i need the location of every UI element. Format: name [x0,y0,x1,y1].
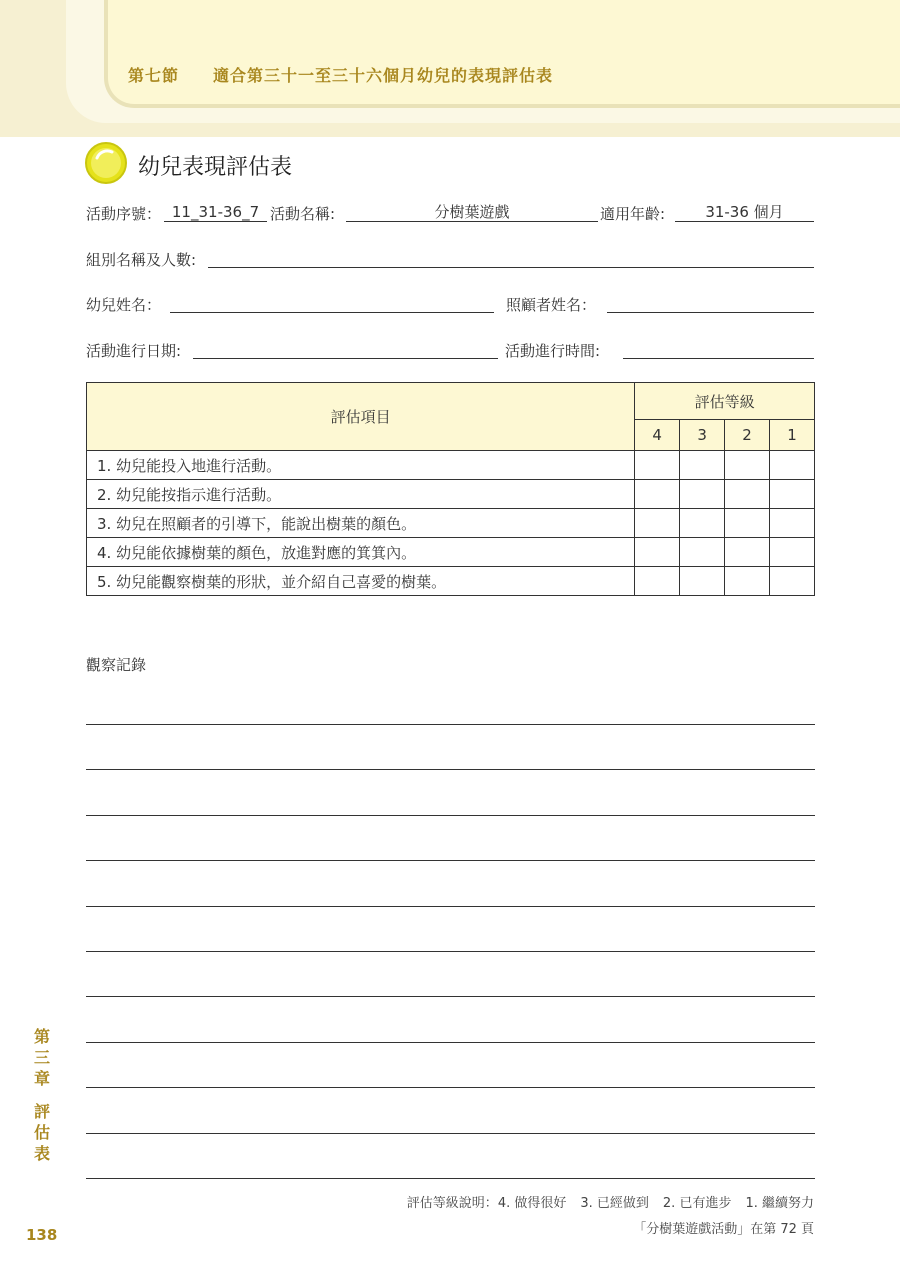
caregiver-field[interactable] [607,294,814,313]
score-cell[interactable] [770,480,815,509]
item-text: 4. 幼兒能依據樹葉的顏色，放進對應的箕箕內。 [87,538,635,567]
table-row [87,451,815,480]
page-number: 138 [26,1226,58,1244]
time-field[interactable] [623,340,814,359]
score-cell[interactable] [725,509,770,538]
evaluation-table [86,382,815,596]
activity-name-label: 活動名稱: [270,205,336,223]
side-section-text: 評 估 表 [33,1102,50,1163]
activity-reference: 「分樹葉遊戲活動」在第 72 頁 [633,1222,814,1237]
item-text: 5. 幼兒能觀察樹葉的形狀，並介紹自己喜愛的樹葉。 [87,567,635,596]
date-label: 活動進行日期: [86,342,182,360]
time-label: 活動進行時間: [505,342,601,360]
score-cell[interactable] [770,567,815,596]
observation-line[interactable] [86,951,815,952]
score-cell[interactable] [680,567,725,596]
observation-line[interactable] [86,860,815,861]
legend-item: 1. 繼續努力 [745,1196,814,1211]
observation-line[interactable] [86,1087,815,1088]
grade-2-header: 2 [725,420,770,451]
score-cell[interactable] [770,538,815,567]
activity-no-field[interactable]: 11_31-36_7 [164,203,267,222]
activity-no-label: 活動序號： [86,205,162,223]
observation-line[interactable] [86,1178,815,1179]
grade-1-header: 1 [770,420,815,451]
legend-item: 3. 已經做到 [580,1196,649,1211]
score-cell[interactable] [635,538,680,567]
grade-3-header: 3 [680,420,725,451]
date-field[interactable] [193,340,498,359]
score-cell[interactable] [635,509,680,538]
score-cell[interactable] [725,567,770,596]
score-cell[interactable] [680,480,725,509]
child-name-field[interactable] [170,294,494,313]
score-cell[interactable] [680,451,725,480]
grade-4-header: 4 [635,420,680,451]
observation-label: 觀察記錄 [86,656,147,674]
circle-bullet-icon [84,141,128,185]
table-row [87,509,815,538]
score-cell[interactable] [680,538,725,567]
legend-item: 4. 做得很好 [497,1196,567,1211]
score-cell[interactable] [635,480,680,509]
child-name-label: 幼兒姓名： [86,296,162,314]
group-label: 組別名稱及人數: [86,251,197,269]
score-cell[interactable] [770,509,815,538]
group-field[interactable] [208,249,814,268]
score-cell[interactable] [635,567,680,596]
item-text: 3. 幼兒在照顧者的引導下，能說出樹葉的顏色。 [87,509,635,538]
score-cell[interactable] [725,451,770,480]
observation-line[interactable] [86,1042,815,1043]
age-label: 適用年齡: [600,205,666,223]
age-field[interactable]: 31-36 個月 [675,203,814,222]
score-cell[interactable] [725,480,770,509]
item-text: 2. 幼兒能按指示進行活動。 [87,480,635,509]
observation-line[interactable] [86,906,815,907]
side-chapter-text: 第 三 章 [33,1027,50,1088]
caregiver-label: 照顧者姓名： [506,296,597,314]
observation-line[interactable] [86,724,815,725]
section-title: 適合第三十一至三十六個月幼兒的表現評估表 [213,66,554,85]
legend-item: 2. 已有進步 [662,1196,732,1211]
item-text: 1. 幼兒能投入地進行活動。 [87,451,635,480]
legend-prefix: 評估等級說明： [406,1196,498,1211]
table-row [87,538,815,567]
observation-line[interactable] [86,996,815,997]
grade-header: 評估等級 [635,383,815,420]
item-header: 評估項目 [87,383,635,451]
side-chapter-label [32,1026,52,1164]
section-label: 第七節 [128,66,180,85]
grade-legend [407,1192,814,1211]
table-row [87,567,815,596]
header-inner [104,0,900,108]
score-cell[interactable] [770,451,815,480]
score-cell[interactable] [725,538,770,567]
observation-line[interactable] [86,815,815,816]
score-cell[interactable] [635,451,680,480]
activity-name-field[interactable]: 分樹葉遊戲 [346,203,598,222]
page-title: 幼兒表現評估表 [138,155,293,180]
observation-line[interactable] [86,769,815,770]
observation-line[interactable] [86,1133,815,1134]
score-cell[interactable] [680,509,725,538]
table-row [87,480,815,509]
